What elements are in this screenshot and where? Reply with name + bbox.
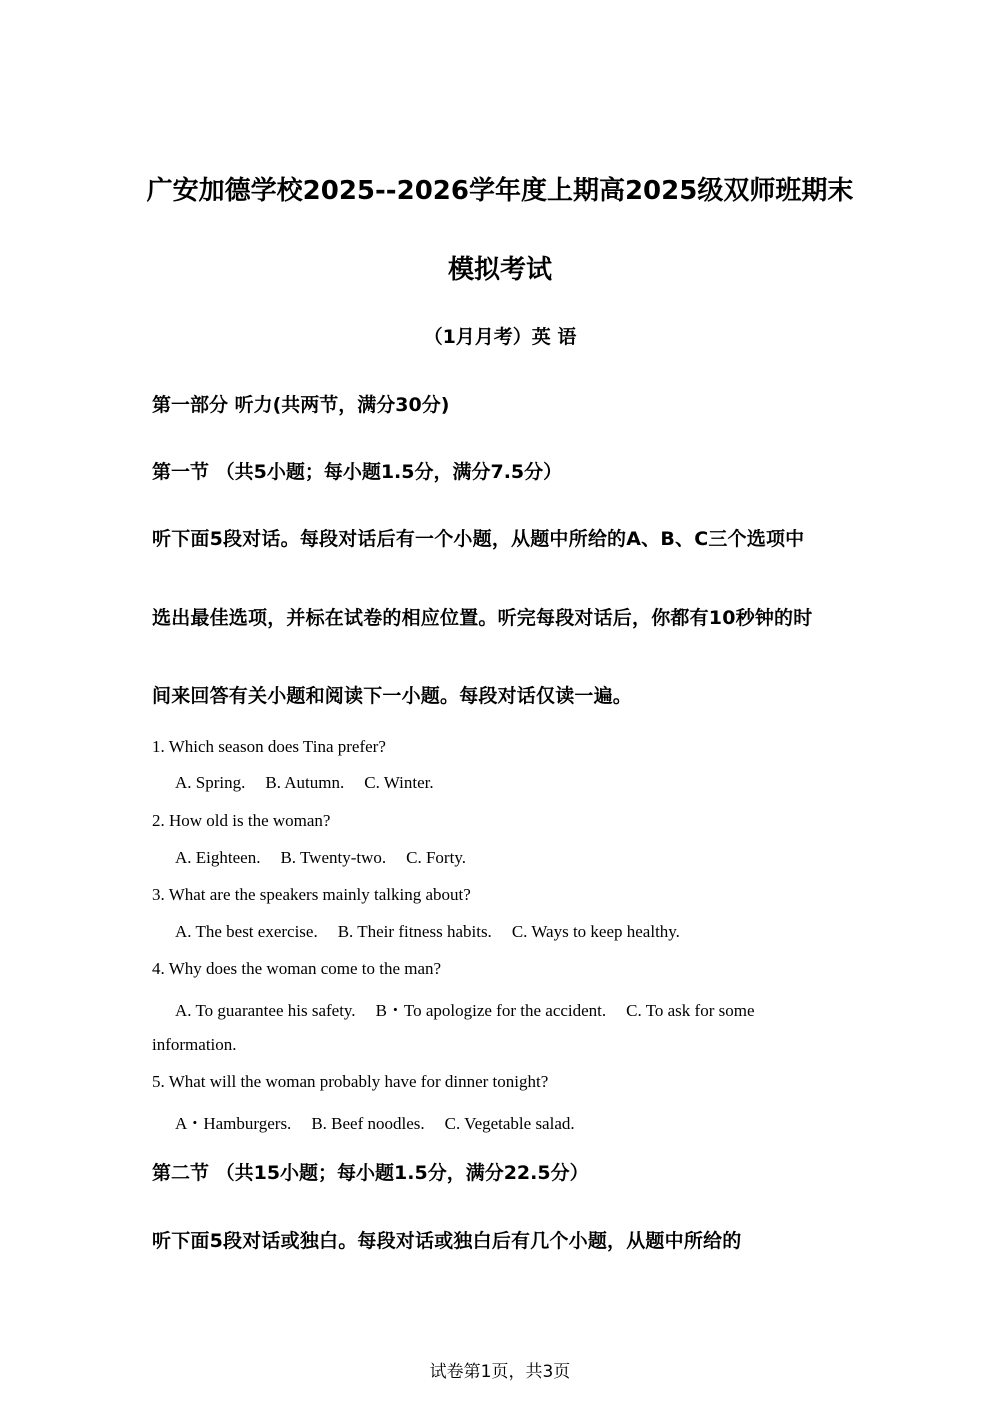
section2-instruction-line-1: 听下面5段对话或独白。每段对话或独白后有几个小题，从题中所给的: [152, 1230, 742, 1252]
section2-heading: 第二节 （共15小题；每小题1.5分，满分22.5分）: [152, 1162, 589, 1184]
option-b: B. Autumn.: [265, 773, 345, 792]
question-5-options: [175, 1109, 575, 1134]
question-2-options: [175, 848, 466, 868]
option-c: C. To ask for some: [626, 1001, 755, 1020]
question-3-stem: 3. What are the speakers mainly talking about?: [152, 885, 471, 904]
option-a: A. Spring.: [175, 773, 246, 792]
section1-heading: 第一节 （共5小题；每小题1.5分，满分7.5分）: [152, 461, 563, 483]
option-b: B. Beef noodles.: [311, 1114, 425, 1133]
question-1-options: [175, 773, 434, 793]
part1-heading: 第一部分 听力(共两节，满分30分): [152, 394, 450, 416]
option-c: C. Winter.: [364, 773, 434, 792]
exam-title-line-2: 模拟考试: [447, 255, 552, 285]
option-a: A. The best exercise.: [175, 922, 318, 941]
option-b: B. Their fitness habits.: [337, 922, 492, 941]
option-a: A ･ Hamburgers.: [175, 1114, 292, 1133]
question-4-options: [175, 996, 755, 1021]
question-5-stem: 5. What will the woman probably have for dinner tonight?: [152, 1072, 549, 1091]
section1-instruction-line-1: 听下面5段对话。每段对话后有一个小题，从题中所给的A、B、C三个选项中: [152, 528, 805, 550]
option-b: B. Twenty-two.: [280, 848, 387, 867]
question-4-option-continuation: information.: [152, 1035, 237, 1054]
question-2-stem: 2. How old is the woman?: [152, 811, 331, 830]
question-4-stem: 4. Why does the woman come to the man?: [152, 959, 442, 978]
option-b: B ･ To apologize for the accident.: [375, 1001, 607, 1020]
exam-subtitle: （1月月考）英 语: [423, 326, 577, 348]
exam-title-line-1: 广安加德学校2025--2026学年度上期高2025级双师班期末: [146, 176, 854, 206]
option-c: C. Forty.: [406, 848, 466, 867]
section1-instruction-line-3: 间来回答有关小题和阅读下一小题。每段对话仅读一遍。: [152, 685, 633, 707]
question-1-stem: 1. Which season does Tina prefer?: [152, 737, 386, 756]
option-a: A. To guarantee his safety.: [175, 1001, 356, 1020]
option-c: C. Vegetable salad.: [444, 1114, 575, 1133]
question-3-options: [175, 922, 680, 942]
option-a: A. Eighteen.: [175, 848, 261, 867]
option-c: C. Ways to keep healthy.: [511, 922, 680, 941]
page-footer: 试卷第1页，共3页: [429, 1362, 571, 1382]
section1-instruction-line-2: 选出最佳选项，并标在试卷的相应位置。听完每段对话后，你都有10秒钟的时: [152, 607, 813, 629]
